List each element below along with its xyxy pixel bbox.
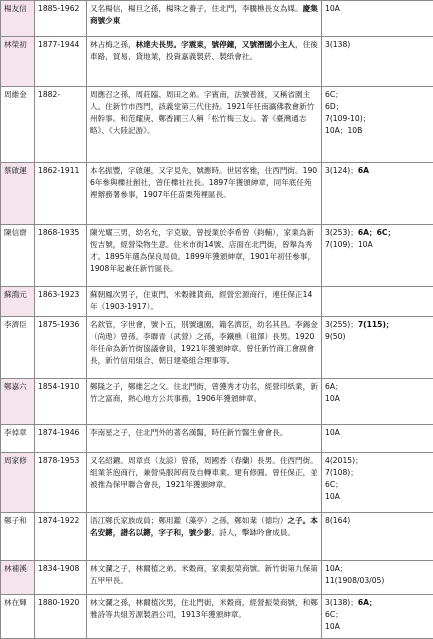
biography-text [87,561,322,595]
person-name: 林榮初 [1,37,35,87]
bio-text-bold: 林達夫長男。字震東，號停鐘，又號潛園小主人 [136,40,295,49]
reference-cell [322,225,433,287]
biography-text [87,287,322,317]
bio-text-part: 蘇朝鳳次男子，住東門，米穀雜貨商，經營宏源商行，連任保正14年（1903-1917）。 [90,290,312,311]
person-name: 周家修 [1,453,35,513]
reference-text: 6A； 10A [325,382,343,403]
life-years: 1878-1953 [35,453,87,513]
bio-text-part: 陳光耀三男，幼名允，字克敏，曾授業於李希曾（鈞輔），家業為新恆吉號，經營染物生意。住米市街14號、店面在北門街，曾舉為秀才。1895年選為保良局員。1899年獲頒紳章，1901年初任參事，1908年起兼任新竹區長。 [90,228,315,273]
table-row [1,1,433,37]
bio-text-part: 又名楊信，楊旦之孫，楊珠之養子，住北門，李騰樵長女為媒。 [90,4,303,13]
bio-text-part: 名欽管，字世會，號卜五，別號適園，籍名濟臣，幼名其昌。李錫金（尚遨）曾孫、李聯青（武營）之孫，李鐵樵（祖澤）長男。1920年任命為新竹街協議會員，1921年獲頒紳章。曾任新竹商工會副會長，新竹信用組合、朝日建築組合理事等。 [90,320,318,365]
table-row [1,561,433,595]
reference-cell [322,37,433,87]
life-years: 1863-1923 [35,287,87,317]
bio-text-part: ，住後車路，貿易、貸地業，投資嘉義製菸、製紙會社。 [90,40,318,61]
reference-text: 10A [325,4,340,13]
reference-cell [322,317,433,379]
bio-text-part: 林文瀾之子，林爾植之弟。米穀商，家業振榮商號。新竹街第九保第五甲甲長。 [90,564,318,585]
person-name: 周維金 [1,87,35,163]
biography-text [87,425,322,453]
biography-text [87,37,322,87]
biography-text [87,163,322,225]
reference-cell [322,561,433,595]
table-row [1,453,433,513]
reference-text-bold: 6A；6C； [358,228,395,237]
reference-text: 7(109)；10A [325,240,373,249]
reference-text: 10A [325,428,340,437]
table-row [1,595,433,639]
reference-text: 6C； 6D； 7(109-10)； 10A；10B [325,90,370,135]
bio-text-part: 浯江鄭氏家族成員；鄭用鑑（藻亭）之孫，鄭如棻（德均） [90,516,287,525]
person-name: 林在輝 [1,595,35,639]
reference-text-bold: 6A [358,166,369,175]
bio-text-part: 又名紹鑣。周章貞（友諒）曾孫，周國香（春蘭）長男。住西門街。組業茶泡商行，兼營吳服卸商及自轉車業。建有修圓。曾任保正，並被推為保甲聯合會長，1921年獲頒紳章。 [90,456,318,489]
reference-cell [322,595,433,639]
person-name: 楊友信 [1,1,35,37]
person-name: 鄭子和 [1,513,35,561]
reference-cell [322,287,433,317]
reference-cell [322,513,433,561]
life-years: 1834-1908 [35,561,87,595]
bio-text-part: 林占梅之孫， [90,40,136,49]
reference-text: 9(50) [325,332,345,341]
reference-text: 4(2015)； 7(108)； 6C； 10A [325,456,363,501]
bio-text-bold: 慶集商號少東 [90,4,318,25]
reference-cell [322,163,433,225]
table-row [1,425,433,453]
reference-text: 6C； 10A [325,610,343,631]
reference-text: 3(255)； [325,320,358,329]
table-row [1,87,433,163]
bio-text-part: 周應召之孫，周莊臨、周田之弟。字賓南，法號普渡，又稱省園主人。住新竹市西門，該義堂第三代住持。1921年任南瀛佛教會新竹州幹事。和范耀庚、鄭香圃三人稱「松竹梅三友」。著《臺灣通志略》、《大陸記游》。 [90,90,314,135]
life-years: 1874-1922 [35,513,87,561]
reference-cell [322,453,433,513]
table-row [1,317,433,379]
life-years: 1854-1910 [35,379,87,425]
reference-text-bold: 7(115)； [358,320,394,329]
life-years: 1882- [35,87,87,163]
reference-cell [322,87,433,163]
table-row [1,287,433,317]
person-name: 李濟臣 [1,317,35,379]
reference-cell [322,379,433,425]
reference-text: 10A； 11(1908/03/05) [325,564,384,585]
biography-text [87,379,322,425]
biography-text [87,1,322,37]
person-name: 蔡啟運 [1,163,35,225]
biography-text [87,453,322,513]
reference-text-bold: 6A； [358,598,377,607]
life-years: 1885-1962 [35,1,87,37]
table-row [1,163,433,225]
life-years: 1862-1911 [35,163,87,225]
bio-text-part: 本名振豐，字啟運，又字見先，號應時。世居客雅，住西門街。1906年參與櫟社創社，曾任櫟社社長。1897年獲頒紳章，同年底任苑裡辦務署參事，1907年任苗栗苑裡區長。 [90,166,317,199]
life-years: 1874-1946 [35,425,87,453]
bio-text-part: 林文瀾之孫，林爾植次男，住北門街，米穀商，經營振榮商號，和鄭雅詩等共組芳源製酒公司，1913年獲頒紳章。 [90,598,318,619]
life-years: 1877-1944 [35,37,87,87]
biography-text [87,87,322,163]
person-name: 蘇鴻元 [1,287,35,317]
bio-text-part: 李南星之子，住北門外的著名漢醫，時任新竹醫生會會長。 [90,428,287,437]
biography-text [87,317,322,379]
biography-text [87,595,322,639]
table-row [1,225,433,287]
table-row [1,37,433,87]
biography-text [87,225,322,287]
person-name: 鄭嘉六 [1,379,35,425]
reference-text: 3(124)； [325,166,358,175]
bio-text-part: 。詩人，擊缽吟會成員。 [212,528,296,537]
person-name: 林補溪 [1,561,35,595]
biography-text [87,513,322,561]
reference-text: 3(138) [325,40,350,49]
reference-text: 8(164) [325,516,350,525]
life-years: 1875-1936 [35,317,87,379]
table-row [1,513,433,561]
person-name: 陳信齋 [1,225,35,287]
bio-text-part: 鄭隆之子，鄭維乞之父。住北門街，曾獲秀才功名，經營印紙業，新竹之富商，熱心地方公共事務，1906年獲頒紳章。 [90,382,318,403]
reference-text: 3(253)； [325,228,358,237]
reference-cell [322,425,433,453]
life-years: 1880-1920 [35,595,87,639]
life-years: 1868-1935 [35,225,87,287]
reference-text: 3(138)； [325,598,358,607]
reference-cell [322,1,433,37]
bio-text-bold: 之子。本名安鏘，譜名以鏘，字子和，號少影 [90,516,318,537]
person-name: 李倬章 [1,425,35,453]
table-row [1,379,433,425]
